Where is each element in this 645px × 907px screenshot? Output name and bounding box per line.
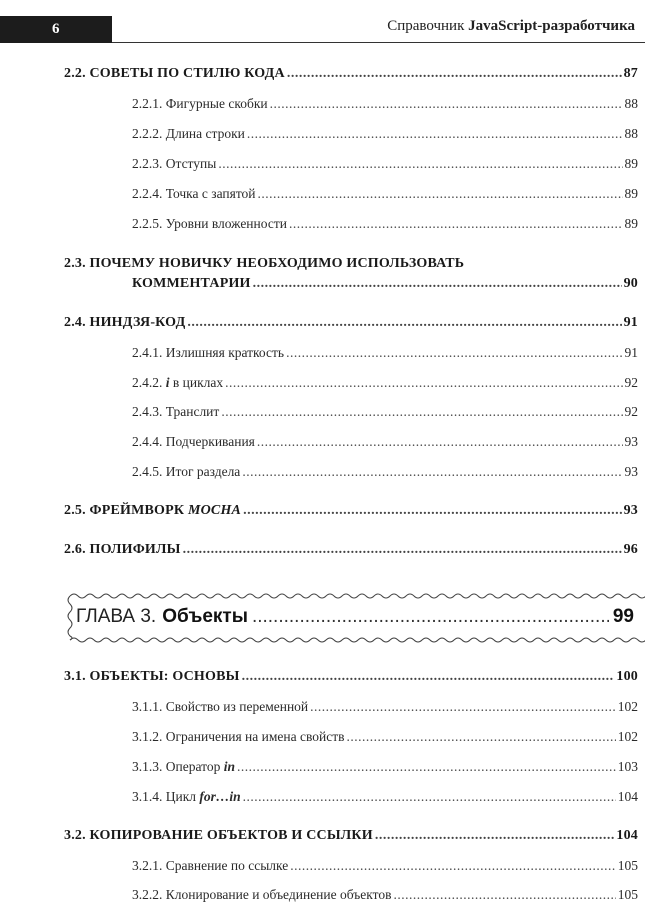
toc-label: 2.4. НИНДЗЯ-КОД — [64, 315, 186, 330]
toc-page: 96 — [623, 542, 638, 557]
toc-page: 102 — [617, 699, 638, 714]
leader-dots — [242, 669, 615, 685]
toc-label: 2.2.1. Фигурные скобки — [132, 96, 268, 111]
toc-page: 102 — [617, 729, 638, 744]
header-rule — [112, 42, 645, 43]
toc-entry-3-2-1[interactable] — [132, 858, 638, 874]
running-title — [387, 18, 635, 35]
toc-entry-2-4-4[interactable] — [132, 434, 638, 450]
leader-dots — [242, 464, 622, 480]
toc-page: 92 — [624, 375, 638, 390]
toc-entry-2-4-3[interactable] — [132, 404, 638, 420]
toc-label-em: MOCHA — [187, 503, 242, 518]
leader-dots — [347, 729, 616, 745]
leader-dots — [258, 186, 623, 202]
toc-label-code: i — [165, 375, 170, 390]
toc-entry-2-2-2[interactable] — [132, 126, 638, 142]
running-title-plain: Справочник — [387, 18, 469, 34]
toc-entry-2-4-2[interactable] — [132, 375, 638, 391]
toc-label: 2.2. СОВЕТЫ ПО СТИЛЮ КОДА — [64, 66, 285, 81]
toc-page: 88 — [624, 126, 638, 141]
leader-dots — [247, 126, 623, 142]
toc-page: 100 — [616, 669, 638, 684]
toc-entry-2-6[interactable] — [64, 542, 638, 558]
toc-label: КОММЕНТАРИИ — [132, 276, 251, 291]
toc-entry-3-1-2[interactable] — [132, 729, 638, 745]
toc-label — [132, 789, 241, 805]
toc-page: 104 — [616, 828, 638, 843]
toc-label-suffix: в циклах — [169, 375, 224, 390]
leader-dots — [187, 315, 621, 331]
toc-page: 105 — [617, 887, 638, 902]
toc-page: 104 — [617, 789, 638, 804]
toc-entry-2-5[interactable] — [64, 503, 638, 519]
toc-entry-3-1-1[interactable] — [132, 699, 638, 715]
toc-label — [132, 375, 223, 391]
toc-page: 88 — [624, 96, 638, 111]
toc-page: 89 — [624, 216, 638, 231]
toc-entry-2-2-5[interactable] — [132, 216, 638, 232]
toc-entry-3-2[interactable] — [64, 828, 638, 844]
toc-label-code: for…in — [199, 789, 241, 804]
toc-label: 2.4.1. Излишняя краткость — [132, 345, 285, 360]
toc-entry-3-1-3[interactable] — [132, 759, 638, 775]
leader-dots — [243, 503, 622, 519]
toc-label: 3.2. КОПИРОВАНИЕ ОБЪЕКТОВ И ССЫЛКИ — [64, 828, 373, 843]
toc-label: 3.1.2. Ограничения на имена свойств — [132, 729, 345, 744]
toc-label: 3.1.1. Свойство из переменной — [132, 699, 309, 714]
toc-entry-3-1[interactable] — [64, 669, 638, 685]
toc-page: 89 — [624, 156, 638, 171]
toc-label: 2.2.5. Уровни вложенности — [132, 216, 287, 231]
chapter-title: Объекты — [162, 606, 248, 627]
leader-dots — [287, 66, 622, 82]
toc-entry-2-4[interactable] — [64, 315, 638, 331]
toc-entry-2-2-3[interactable] — [132, 156, 638, 172]
leader-dots — [252, 606, 609, 628]
toc-label: 3.2.1. Сравнение по ссылке — [132, 858, 289, 873]
toc-page: 93 — [623, 503, 638, 518]
toc-label-prefix: 2.4.2. — [132, 375, 166, 390]
leader-dots — [375, 828, 615, 844]
leader-dots — [221, 404, 622, 420]
toc-label: 2.6. ПОЛИФИЛЫ — [64, 542, 181, 557]
chapter-line — [76, 606, 634, 628]
toc-entry-2-3[interactable] — [132, 276, 638, 292]
leader-dots — [218, 156, 622, 172]
leader-dots — [270, 96, 623, 112]
toc-entry-3-2-2[interactable] — [132, 887, 638, 903]
toc-label — [132, 759, 235, 775]
toc-label: 2.2.3. Отступы — [132, 156, 217, 171]
toc-page: 93 — [624, 464, 638, 479]
toc-label: 3.1. ОБЪЕКТЫ: ОСНОВЫ — [64, 669, 240, 684]
running-title-bold: JavaScript-разработчика — [468, 18, 635, 34]
leader-dots — [183, 542, 622, 558]
toc-entry-2-2-4[interactable] — [132, 186, 638, 202]
toc-label-prefix: 2.5. ФРЕЙМВОРК — [64, 503, 188, 518]
toc-label: 2.2.4. Точка с запятой — [132, 186, 256, 201]
toc-entry-2-2[interactable] — [64, 66, 638, 82]
chapter-label: ГЛАВА 3. — [76, 606, 157, 627]
toc-page: 103 — [617, 759, 638, 774]
leader-dots — [290, 858, 615, 874]
toc-entry-2-2-1[interactable] — [132, 96, 638, 112]
toc-entry-3-1-4[interactable] — [132, 789, 638, 805]
leader-dots — [257, 434, 623, 450]
leader-dots — [289, 216, 623, 232]
toc-page: 92 — [624, 404, 638, 419]
leader-dots — [237, 759, 616, 775]
toc-label — [64, 503, 241, 519]
toc-entry-2-4-1[interactable] — [132, 345, 638, 361]
toc-page: 105 — [617, 858, 638, 873]
leader-dots — [243, 789, 616, 805]
toc-entry-2-3-line1[interactable]: 2.3. ПОЧЕМУ НОВИЧКУ НЕОБХОДИМО ИСПОЛЬЗОВАТЬ — [64, 256, 465, 271]
toc-entry-2-4-5[interactable] — [132, 464, 638, 480]
chapter-heading[interactable] — [60, 588, 645, 648]
toc-page: 93 — [624, 434, 638, 449]
leader-dots — [286, 345, 622, 361]
toc-label-prefix: 3.1.4. Цикл — [132, 789, 200, 804]
leader-dots — [253, 276, 622, 292]
toc-label: 2.4.3. Транслит — [132, 404, 220, 419]
toc-label: 2.4.4. Подчеркивания — [132, 434, 255, 449]
toc-label: 2.2.2. Длина строки — [132, 126, 245, 141]
leader-dots — [225, 375, 622, 391]
chapter-page: 99 — [612, 606, 634, 627]
toc-label-prefix: 3.1.3. Оператор — [132, 759, 224, 774]
toc-page: 90 — [623, 276, 638, 291]
leader-dots — [393, 887, 615, 903]
toc-label-code: in — [223, 759, 235, 774]
leader-dots — [310, 699, 616, 715]
toc-page: 91 — [624, 345, 638, 360]
page-number: 6 — [0, 16, 112, 43]
toc-page: 91 — [623, 315, 638, 330]
toc-label: 2.4.5. Итог раздела — [132, 464, 241, 479]
toc-page: 89 — [624, 186, 638, 201]
page-header — [0, 0, 645, 44]
toc-page: 87 — [623, 66, 638, 81]
toc-label: 3.2.2. Клонирование и объединение объектов — [132, 887, 392, 902]
